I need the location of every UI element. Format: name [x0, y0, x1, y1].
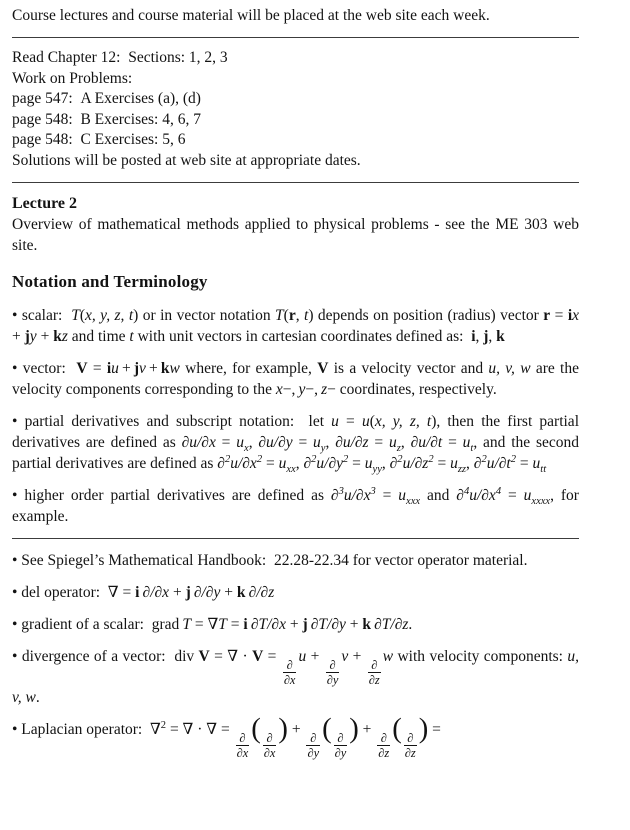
assignment-line-read-chapter: Read Chapter 12: Sections: 1, 2, 3 [12, 49, 228, 66]
intro-paragraph: Course lectures and course material will be placed at the web site each week. [12, 7, 490, 24]
lecture-heading: Lecture 2 [12, 195, 78, 212]
horizontal-rule-1 [12, 37, 579, 38]
lecture-overview: Overview of mathematical methods applied to physical problems - see the ME 303 web site. [12, 216, 579, 254]
assignment-block [12, 48, 579, 171]
assignment-line-page-547: page 547: A Exercises (a), (d) [12, 90, 201, 107]
bullet-item-higher-order: • higher order partial derivatives are defined as $\partial^3u/\partial x^3 = u_{xxx}$ and $\partial^4u/\partial x^4 = u_{xxxx}$, for example. [12, 485, 579, 525]
assignment-line-work-problems: Work on Problems: [12, 69, 133, 87]
horizontal-rule-3 [12, 538, 579, 539]
bullet-item-gradient: • gradient of a scalar: grad T = ∇T = i ∂T/∂x + j ∂T/∂y + k ∂T/∂z. [12, 616, 413, 633]
bullet-item-scalar: • scalar: T(x, y, z, t) or in vector notation T(r, t) depends on position (radius) vector r = ix + jy + kz and time t with unit vectors in cartesian coordinates defined as: i, j, k [12, 307, 580, 345]
horizontal-rule-2 [12, 182, 579, 183]
bullet-item-divergence: • divergence of a vector: div V = ∇ · V = $\frac{\partial}{\partial x}$ u + $\frac{\partial}{\partial y}$ v + $\frac{\partial}{\partial z}$ w with velocity components: u, v, w. [12, 648, 580, 707]
assignment-line-solutions: Solutions will be posted at web site at appropriate dates. [12, 151, 361, 169]
bullet-item-spiegel-reference: • See Spiegel’s Mathematical Handbook: 22.28-22.34 for vector operator material. [12, 552, 528, 569]
bullet-item-vector: • vector: V = iu + jv + kw where, for example, V is a velocity vector and u, v, w are the velocity components corresponding to the x−, y−, z− coordinates, respectively. [12, 360, 579, 398]
assignment-line-page-548-b: page 548: B Exercises: 4, 6, 7 [12, 110, 201, 128]
section-heading: Notation and Terminology [12, 272, 208, 291]
assignment-line-page-548-c: page 548: C Exercises: 5, 6 [12, 131, 186, 148]
bullet-item-laplacian: • Laplacian operator: ∇$^2$ = ∇ · ∇ = $\frac{\partial}{\partial x}$ ( $\frac{\partial}{\partial x}$ ) + $\frac{\partial}{\partial y}$ ( $\frac{\partial}{\partial y}$ ) + $\frac{\partial}{\partial z}$ ( $\frac{\partial}{\partial z}$ ) = [12, 712, 441, 761]
bullet-item-partial-derivatives: • partial derivatives and subscript notation: let u = u(x, y, z, t), then the first partial derivatives are defined as $\partial u/\partial x = u_x$, $\partial u/\partial y = u_y$, $\partial u/\partial z = u_z$, $\partial u/\partial t = u_t$, and the second partial derivatives are defined as $\partial^2u/\partial x^2 = u_{xx}$, $\partial^2u/\partial y^2 = u_{yy}$, $\partial^2u/\partial z^2 = u_{zz}$, $\partial^2u/\partial t^2 = u_{tt}$ [12, 413, 580, 476]
bullet-item-del-operator: • del operator: ∇ = i ∂/∂x + j ∂/∂y + k ∂/∂z [12, 584, 275, 601]
